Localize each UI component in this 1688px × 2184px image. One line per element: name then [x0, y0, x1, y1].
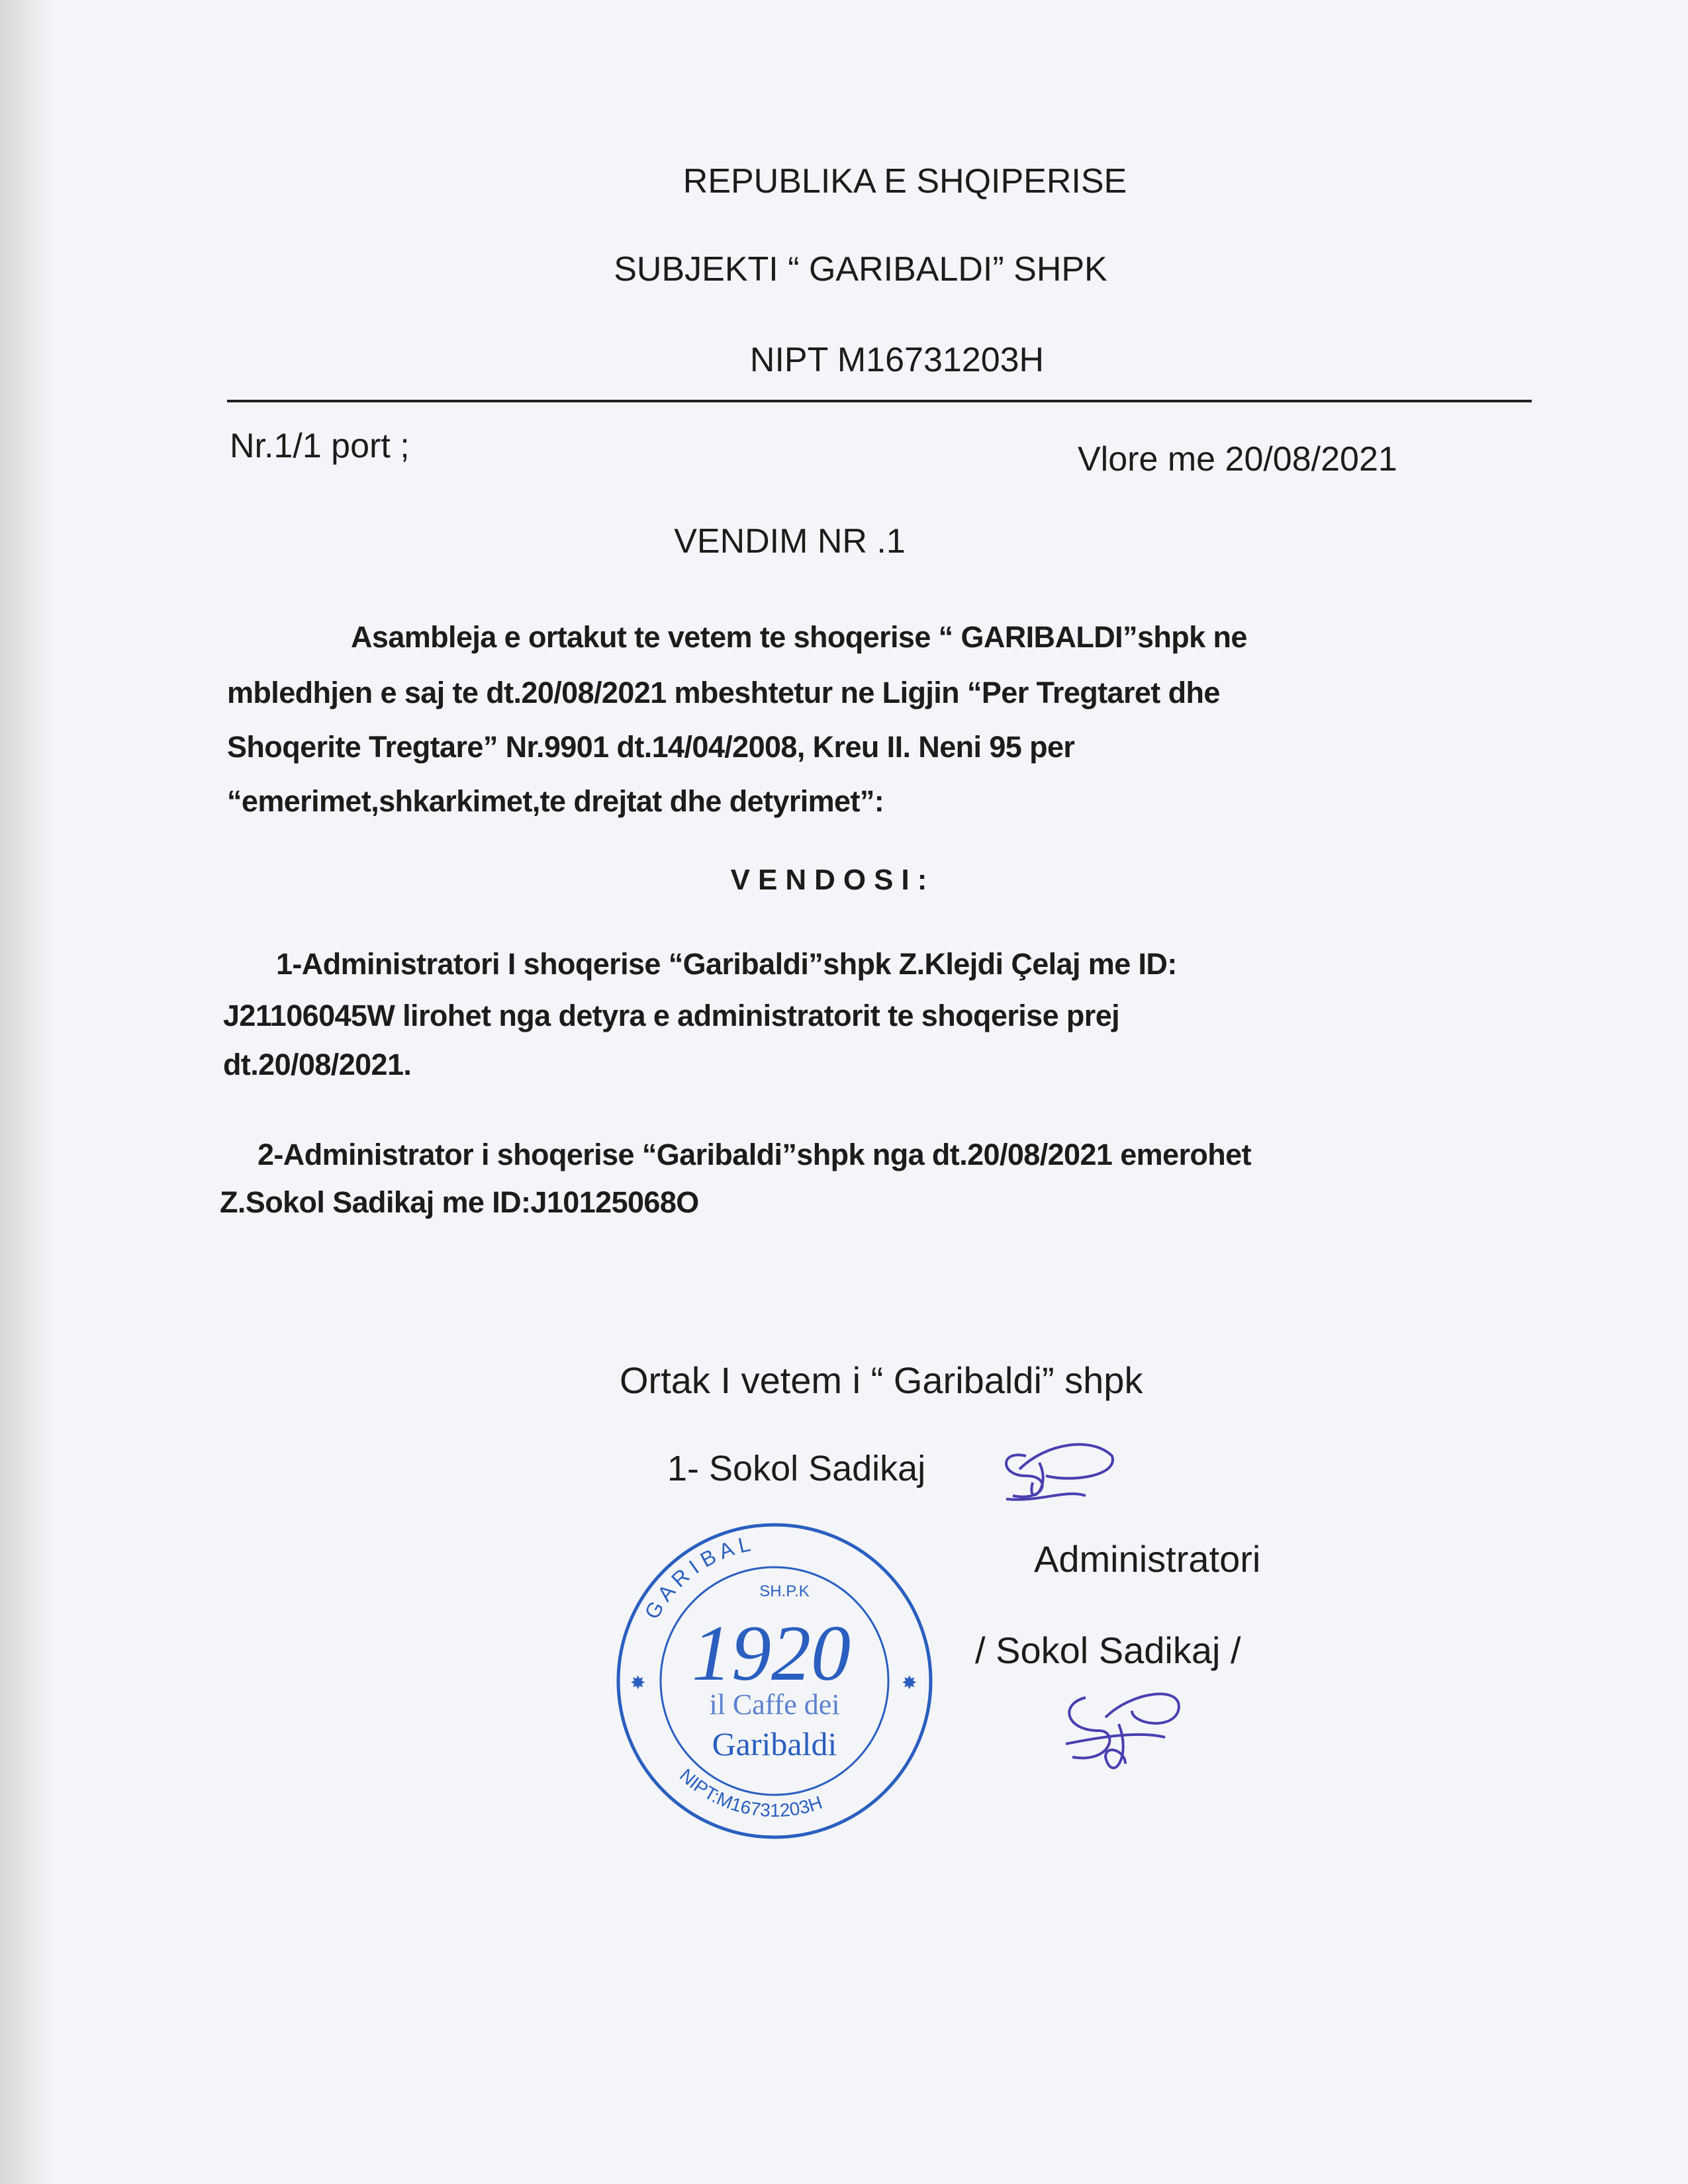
admin-title: Administratori — [1034, 1538, 1261, 1580]
preamble-line: mbledhjen e saj te dt.20/08/2021 mbeshtetur ne Ligjin “Per Tregtaret dhe — [227, 676, 1220, 709]
header-nipt: NIPT M16731203H — [749, 341, 1045, 379]
stamp-ring-bottom: NIPT:M16731203H — [675, 1764, 825, 1821]
header-divider — [227, 400, 1532, 402]
preamble-line: “emerimet,shkarkimet,te drejtat dhe detyrimet”: — [227, 784, 884, 818]
admin-signature-icon — [1059, 1684, 1192, 1790]
partner-name: 1- Sokol Sadikaj — [667, 1449, 926, 1488]
item-2-line: 2-Administrator i shoqerise “Garibaldi”shpk nga dt.20/08/2021 emerohet — [258, 1138, 1251, 1171]
header-subject: SUBJEKTI “ GARIBALDI” SHPK — [614, 250, 1107, 289]
reference-number: Nr.1/1 port ; — [230, 427, 410, 465]
item-1-line: 1-Administratori I shoqerise “Garibaldi”shpk Z.Klejdi Çelaj me ID: — [276, 947, 1177, 981]
decides-heading: VENDOSI: — [730, 864, 935, 896]
company-stamp — [616, 1522, 933, 1840]
stamp-star-icon: ✸ — [902, 1672, 917, 1693]
stamp-star-icon: ✸ — [630, 1672, 646, 1693]
header-republic: REPUBLIKA E SHQIPERISE — [682, 162, 1127, 201]
preamble-line: Asambleja e ortakut te vetem te shoqerise “ GARIBALDI”shpk ne — [351, 620, 1247, 654]
admin-name: / Sokol Sadikaj / — [975, 1629, 1241, 1671]
stamp-garibaldi: Garibaldi — [712, 1725, 837, 1762]
decision-title: VENDIM NR .1 — [674, 522, 906, 561]
place-date: Vlore me 20/08/2021 — [1078, 440, 1397, 478]
item-1-line: dt.20/08/2021. — [223, 1048, 412, 1081]
item-2-line: Z.Sokol Sadikaj me ID:J10125068O — [220, 1185, 699, 1219]
stamp-year: 1920 — [692, 1609, 851, 1697]
scan-edge — [0, 0, 54, 2184]
stamp-ring-top: G A R I B A L — [639, 1531, 753, 1623]
partner-signature-icon — [986, 1430, 1119, 1516]
stamp-caffe: il Caffe dei — [709, 1688, 840, 1721]
stamp-shpk: SH.P.K — [759, 1582, 810, 1600]
item-1-line: J21106045W lirohet nga detyra e administratorit te shoqerise prej — [223, 999, 1120, 1032]
partner-title: Ortak I vetem i “ Garibaldi” shpk — [620, 1359, 1143, 1401]
preamble-line: Shoqerite Tregtare” Nr.9901 dt.14/04/2008, Kreu II. Neni 95 per — [227, 730, 1075, 764]
